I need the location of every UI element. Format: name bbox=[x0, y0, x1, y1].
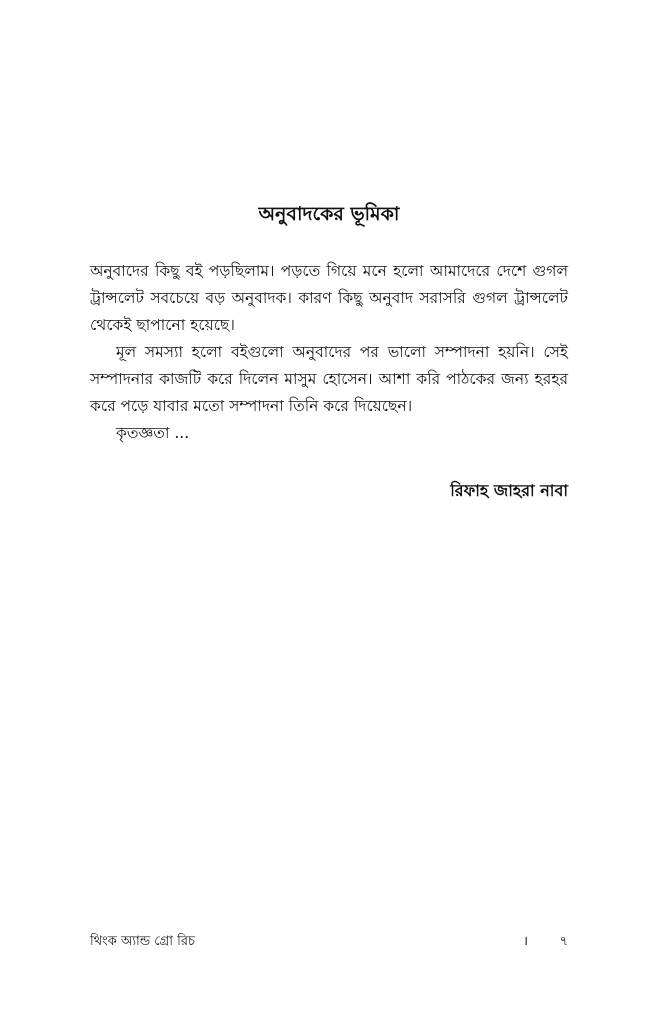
footer-book-title: থিংক অ্যান্ড গ্রো রিচ bbox=[90, 934, 196, 949]
preface-body bbox=[90, 258, 568, 447]
footer-separator: । bbox=[523, 934, 528, 949]
paragraph-3: কৃতজ্ঞতা ... bbox=[116, 424, 190, 442]
page-title: অনুবাদকের ভূমিকা bbox=[258, 203, 400, 225]
page-number: ৭ bbox=[559, 934, 568, 949]
paragraph-1: অনুবাদের কিছু বই পড়ছিলাম। পড়তে গিয়ে মনে হলো আমাদেরে দেশে গুগল ট্রান্সলেট সবচেয়ে বড় অনুবাদক। কারণ কিছু অনুবাদ সরাসরি গুগল ট্রান্সলেট থেকেই ছাপানো হয়েছে। bbox=[90, 262, 568, 334]
paragraph-2: মূল সমস্যা হলো বইগুলো অনুবাদের পর ভালো সম্পাদনা হয়নি। সেই সম্পাদনার কাজটি করে দিলেন মাসুম হোসেন। আশা করি পাঠকের জন্য হরহর করে পড়ে যাবার মতো সম্পাদনা তিনি করে দিয়েছেন। bbox=[90, 343, 568, 415]
page-footer bbox=[90, 930, 568, 954]
translator-signature: রিফাহ জাহরা নাবা bbox=[450, 481, 568, 500]
